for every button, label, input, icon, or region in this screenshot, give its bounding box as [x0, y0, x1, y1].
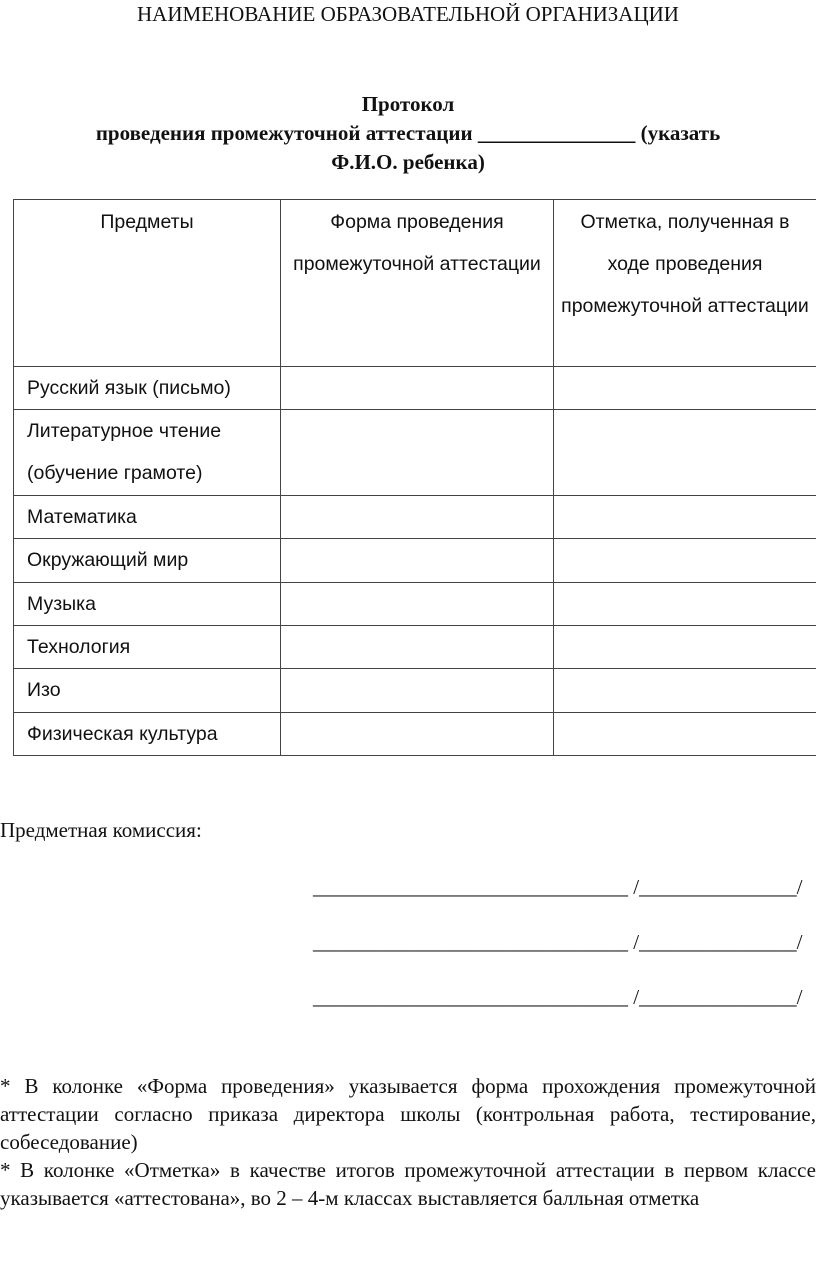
- subject-cell: Русский язык (письмо): [14, 367, 281, 410]
- subject-cell: Изо: [14, 669, 281, 713]
- table-header-row: [14, 200, 816, 367]
- protocol-title: [0, 90, 816, 177]
- mark-cell[interactable]: [554, 539, 816, 583]
- form-cell[interactable]: [281, 367, 554, 410]
- form-cell[interactable]: [281, 626, 554, 669]
- signature-line: ______________________________ /_______________/: [313, 875, 803, 899]
- form-cell[interactable]: [281, 496, 554, 539]
- mark-cell[interactable]: [554, 496, 816, 539]
- form-cell[interactable]: [281, 669, 554, 713]
- table-row: [14, 626, 816, 669]
- footnote-mark: * В колонке «Отметка» в качестве итогов промежуточной аттестации в первом классе указывается «аттестована», во 2 – 4-м классах выставляется балльная отметка: [0, 1158, 816, 1210]
- mark-cell[interactable]: [554, 626, 816, 669]
- table-row: [14, 367, 816, 410]
- header-subjects: Предметы: [14, 200, 281, 367]
- table-row: [14, 669, 816, 713]
- subject-cell: Музыка: [14, 583, 281, 626]
- form-cell[interactable]: [281, 410, 554, 496]
- mark-cell[interactable]: [554, 583, 816, 626]
- subject-cell: Технология: [14, 626, 281, 669]
- table-row: [14, 583, 816, 626]
- subject-cell: Литературное чтение (обучение грамоте): [14, 410, 281, 496]
- footnotes: [0, 1072, 816, 1212]
- mark-cell[interactable]: [554, 367, 816, 410]
- commission-label: Предметная комиссия:: [0, 818, 202, 842]
- title-line-2: проведения промежуточной аттестации _______________ (указать: [95, 121, 721, 145]
- form-cell[interactable]: [281, 539, 554, 583]
- mark-cell[interactable]: [554, 410, 816, 496]
- title-line-1: Протокол: [361, 92, 455, 116]
- header-mark: Отметка, полученная в ходе проведения промежуточной аттестации: [554, 200, 816, 367]
- footnote-form: * В колонке «Форма проведения» указывается форма прохождения промежуточной аттестации согласно приказа директора школы (контрольная работа, тестирование, собеседование): [0, 1074, 816, 1154]
- attestation-table: [13, 199, 816, 756]
- form-cell[interactable]: [281, 583, 554, 626]
- header-form: Форма проведения промежуточной аттестации: [281, 200, 554, 367]
- table-row: [14, 496, 816, 539]
- table-row: [14, 713, 816, 756]
- mark-cell[interactable]: [554, 669, 816, 713]
- table-row: [14, 410, 816, 496]
- mark-cell[interactable]: [554, 713, 816, 756]
- title-line-3: Ф.И.О. ребенка): [331, 150, 485, 174]
- subject-cell: Математика: [14, 496, 281, 539]
- form-cell[interactable]: [281, 713, 554, 756]
- signature-line: ______________________________ /_______________/: [313, 985, 803, 1009]
- subject-cell: Окружающий мир: [14, 539, 281, 583]
- organization-name: НАИМЕНОВАНИЕ ОБРАЗОВАТЕЛЬНОЙ ОРГАНИЗАЦИИ: [137, 2, 679, 26]
- table-row: [14, 539, 816, 583]
- signature-line: ______________________________ /_______________/: [313, 930, 803, 954]
- subject-cell: Физическая культура: [14, 713, 281, 756]
